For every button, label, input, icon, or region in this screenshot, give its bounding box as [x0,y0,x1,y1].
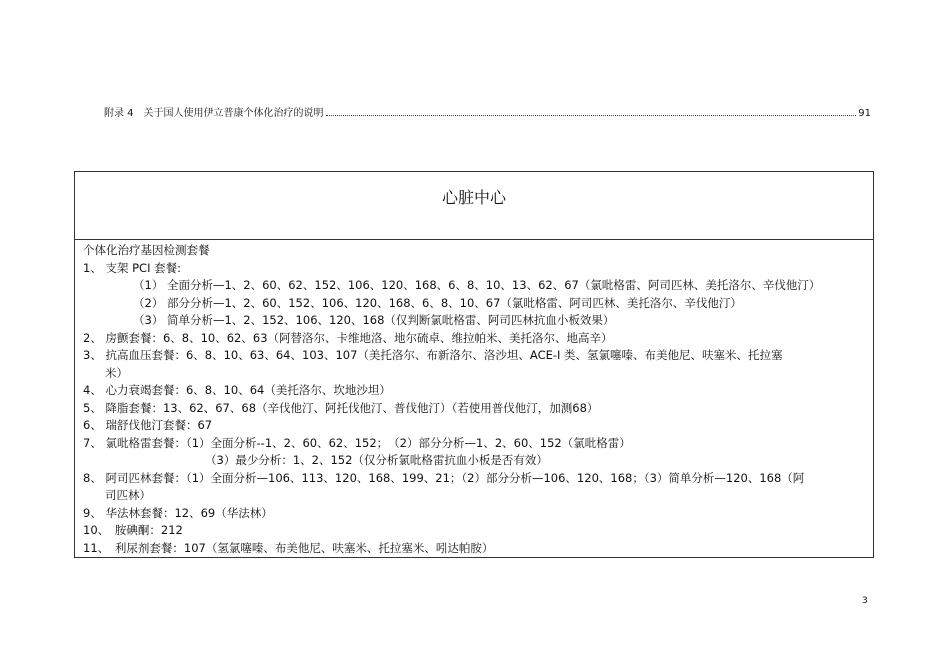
list-item: 6、 瑞舒伐他汀套餐：67 [83,418,213,432]
list-subitem: （2） 部分分析—1、2、60、152、106、120、168、6、8、10、67（氯吡格雷、阿司匹林、美托洛尔、辛伐他汀） [133,295,742,310]
list-item: 7、 氯吡格雷套餐：（1）全面分析--1、2、60、62、152； （2）部分分析—1、2、60、152（氯吡格雷） [83,435,631,450]
toc-page-number: 91 [858,108,871,119]
list-item: 8、 阿司匹林套餐：（1）全面分析—106、113、120、168、199、21；（2）部分分析—106、120、168；（3）简单分析—120、168（阿 [83,470,805,485]
list-heading: 个体化治疗基因检测套餐 [83,243,210,257]
list-item-continuation: 米） [105,365,128,380]
heart-center-table [74,171,874,558]
list-item: 3、 抗高血压套餐：6、8、10、63、64、103、107（美托洛尔、布新洛尔、洛沙坦、ACE-I 类、氢氯噻嗪、布美他尼、呋塞米、托拉塞 [83,348,783,362]
list-item: 1、 支架 PCI 套餐: [83,260,182,275]
list-subitem: （3） 简单分析—1、2、152、106、120、168（仅判断氯吡格雷、阿司匹林抗血小板效果） [133,313,615,327]
list-item: 9、 华法林套餐：12、69（华法林） [83,505,273,520]
package-list [75,240,873,557]
table-title: 心脏中心 [441,188,506,207]
list-item: 11、 利尿剂套餐：107（氢氯噻嗪、布美他尼、呋塞米、托拉塞米、吲达帕胺） [83,540,494,555]
list-item: 2、 房颤套餐：6、8、10、62、63（阿替洛尔、卡维地洛、地尔硫卓、维拉帕米、美托洛尔、地高辛） [83,330,613,345]
list-subitem: （1） 全面分析—1、2、60、62、152、106、120、168、6、8、10、13、62、67（氯吡格雷、阿司匹林、美托洛尔、辛伐他汀） [133,278,821,292]
list-item-continuation: （3）最少分析：1、2、152（仅分析氯吡格雷抗血小板是否有效） [205,453,548,467]
list-item: 4、 心力衰竭套餐：6、8、10、64（美托洛尔、坎地沙坦） [83,383,391,397]
list-item: 10、 胺碘酮：212 [83,523,183,537]
list-item-continuation: 司匹林） [105,488,151,502]
toc-entry-label: 附录 4 关于国人使用伊立普康个体化治疗的说明 [104,108,324,119]
list-item: 5、 降脂套餐：13、62、67、68（辛伐他汀、阿托伐他汀、普伐他汀）（若使用普伐他汀，加测68） [83,400,599,415]
toc-dot-leader [326,115,857,116]
table-header-cell [75,172,873,240]
toc-entry[interactable] [104,103,871,119]
page-number: 3 [862,596,868,606]
